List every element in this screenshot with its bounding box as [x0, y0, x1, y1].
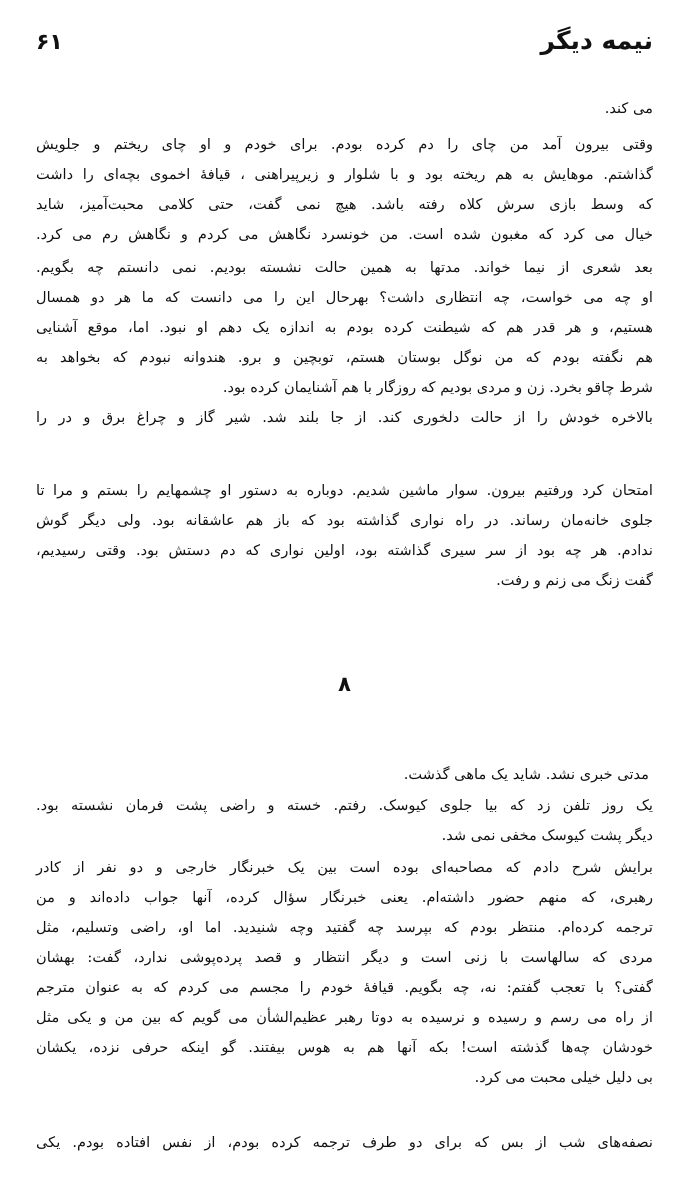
section-number: ۸	[338, 672, 351, 696]
paragraph-line: امتحان کرد ورفتیم بیرون. سوار ماشین شدیم. دوباره به دستور او چشمهایم را بستم و مرا تا	[36, 482, 653, 499]
paragraph-line: رهبری، که منهم حضور داشته‌ام. یعنی خبرنگار سؤال کرده، آنها جواب داده‌اند و من	[36, 889, 653, 906]
paragraph-line: خودشان چه‌ها گذشته است! بکه آنها هم به هوس بیفتند. گو اینکه حرفی نزده، یکشان	[36, 1039, 653, 1056]
running-header-title: نیمه دیگر	[540, 26, 653, 55]
paragraph-line: جلوی خانه‌مان رساند. در راه نواری گذاشته بود که باز هم عاشقانه بود. ولی دیگر گوش	[36, 512, 653, 529]
paragraph-line: او چه می خواست، چه انتظاری داشت؟ بهرحال این را می دانست که ما هر دو همسال	[36, 289, 653, 306]
paragraph-line: گذاشتم. موهایش به هم ریخته بود و با شلوار و زیرپیراهنی ، قیافهٔ اخموی بچه‌ای را داشت	[36, 166, 653, 183]
paragraph-line: گفت زنگ می زنم و رفت.	[496, 572, 653, 589]
paragraph-line: می کند.	[604, 100, 653, 117]
paragraph-line: هستیم، و هر قدر هم که شیطنت کرده بودم به اندازه یک دهم او نبود. اما، موقع آشنایی	[36, 319, 653, 336]
paragraph-line: بی دلیل خیلی محبت می کرد.	[474, 1069, 653, 1086]
paragraph-line: بالاخره خودش را از حالت دلخوری کند. از جا بلند شد. شیر گاز و چراغ برق و در را	[36, 409, 653, 426]
paragraph-line: گفتی؟ با تعجب گفتم: نه، چه بگویم. قیافهٔ خودم را مجسم می کردم که به عنوان مترجم	[36, 979, 653, 996]
paragraph-line: خیال می کرد که مغبون شده است. من خونسرد نگاهش می کردم و نگاهش رم می کرد.	[36, 226, 653, 243]
paragraph-line: از راه می رسم و رسیده و نرسیده به دوتا رهبر عظیم‌الشأن می گویم که بین من و یکی مثل	[36, 1009, 653, 1026]
paragraph-line: ترجمه کرده‌ام. منتظر بودم که بپرسد چه گفتید وچه شنیدید. اما او، راضی وتسلیم، مثل	[36, 919, 653, 936]
paragraph-line: هم نگفته بودم که من نوگل بوستان هستم، توبچین و برو. هندوانه نبودم که بخواهد به	[36, 349, 653, 366]
paragraph-line: که وسط بازی سرش کلاه رفته باشد. هیچ نمی گفت، حتی کلامی محبت‌آمیز، شاید	[36, 196, 653, 213]
paragraph-line: مدتی خبری نشد. شاید یک ماهی گذشت.	[403, 766, 649, 783]
paragraph-line: وقتی بیرون آمد من چای را دم کرده بودم. برای خودم و او چای ریختم و جلویش	[36, 136, 653, 153]
page-number: ۶۱	[36, 30, 63, 55]
paragraph-line: شرط چاقو بخرد. زن و مردی بودیم که روزگار با هم آشنایمان کرده بود.	[222, 379, 653, 396]
paragraph-line: بعد شعری از نیما خواند. مدتها به همین حالت نشسته بودیم. نمی دانستم چه بگویم.	[36, 259, 653, 276]
paragraph-line: یک روز تلفن زد که بیا جلوی کیوسک. رفتم. خسته و راضی پشت فرمان نشسته بود.	[36, 797, 653, 814]
paragraph-line: ندادم. هر چه بود از سر سیری گذاشته بود، اولین نواری که دم دستش بود. وقتی رسیدیم،	[36, 542, 653, 559]
paragraph-line: برایش شرح دادم که مصاحبه‌ای بوده است بین یک خبرنگار خارجی و دو نفر از کادر	[36, 859, 653, 876]
paragraph-line: دیگر پشت کیوسک مخفی نمی شد.	[441, 827, 653, 844]
paragraph-line: مردی که سالهاست با زنی است و دیگر انتظار و قصد پرده‌پوشی ندارد، گفت: بهشان	[36, 949, 653, 966]
paragraph-line: نصفه‌های شب از بس که برای دو طرف ترجمه کرده بودم، از نفس افتاده بودم. یکی	[36, 1134, 653, 1151]
